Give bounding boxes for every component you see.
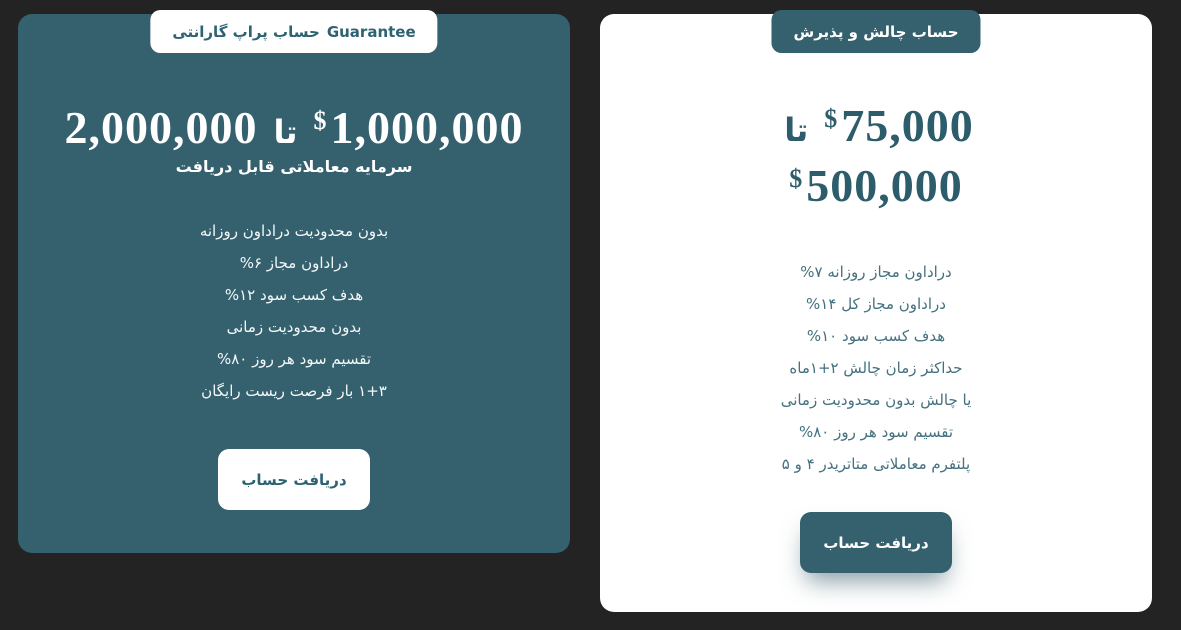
feature-item: بدون محدودیت زمانی (226, 318, 362, 336)
feature-item: دراداون مجاز ۶% (239, 254, 349, 272)
feature-item: هدف کسب سود ۱۰% (806, 327, 946, 345)
challenge-amount-min: 75,000 (841, 100, 974, 151)
challenge-badge-label-fa: حساب چالش و پذیرش (793, 22, 959, 41)
feature-item: دراداون مجاز کل ۱۴% (806, 295, 946, 313)
feature-item: بدون محدودیت دراداون روزانه (199, 222, 389, 240)
guarantee-card (18, 14, 570, 553)
challenge-features-list (600, 256, 1152, 480)
feature-item: هدف کسب سود ۱۲% (224, 286, 364, 304)
challenge-amount-max: 500,000 (806, 160, 963, 211)
guarantee-features-list (18, 215, 570, 407)
challenge-card (600, 14, 1152, 612)
dollar-sign-icon: $ (789, 164, 803, 193)
feature-item: ۱+۳ بار فرصت ریست رایگان (201, 382, 387, 400)
dollar-sign-icon: $ (313, 106, 327, 135)
feature-item: حداکثر زمان چالش ۲+۱ماه (789, 359, 963, 377)
feature-item: پلتفرم معاملاتی متاتریدر ۴ و ۵ (781, 455, 971, 473)
guarantee-badge-label-en: Guarantee (326, 22, 416, 41)
guarantee-amount-min: 1,000,000 (330, 102, 524, 153)
guarantee-amount-row (18, 100, 570, 163)
feature-item: تقسیم سود هر روز ۸۰% (798, 423, 954, 441)
challenge-amount-row-from (600, 98, 1152, 161)
challenge-amount-row-to (600, 158, 1152, 221)
guarantee-amount-max: 2,000,000 (64, 102, 258, 153)
feature-item: دراداون مجاز روزانه ۷% (800, 263, 952, 281)
guarantee-badge (150, 10, 437, 53)
guarantee-get-account-button[interactable]: دریافت حساب (218, 449, 370, 510)
guarantee-subtitle: سرمایه معاملاتی قابل دریافت (175, 157, 413, 176)
challenge-get-account-button[interactable]: دریافت حساب (800, 512, 952, 573)
guarantee-amount-separator: تا (273, 113, 298, 151)
challenge-amount-separator: تا (784, 111, 809, 149)
feature-item: یا چالش بدون محدودیت زمانی (780, 391, 972, 409)
dollar-sign-icon: $ (824, 104, 838, 133)
feature-item: تقسیم سود هر روز ۸۰% (216, 350, 372, 368)
challenge-badge (771, 10, 980, 53)
guarantee-badge-label-fa: حساب پراپ گارانتی (172, 22, 320, 41)
